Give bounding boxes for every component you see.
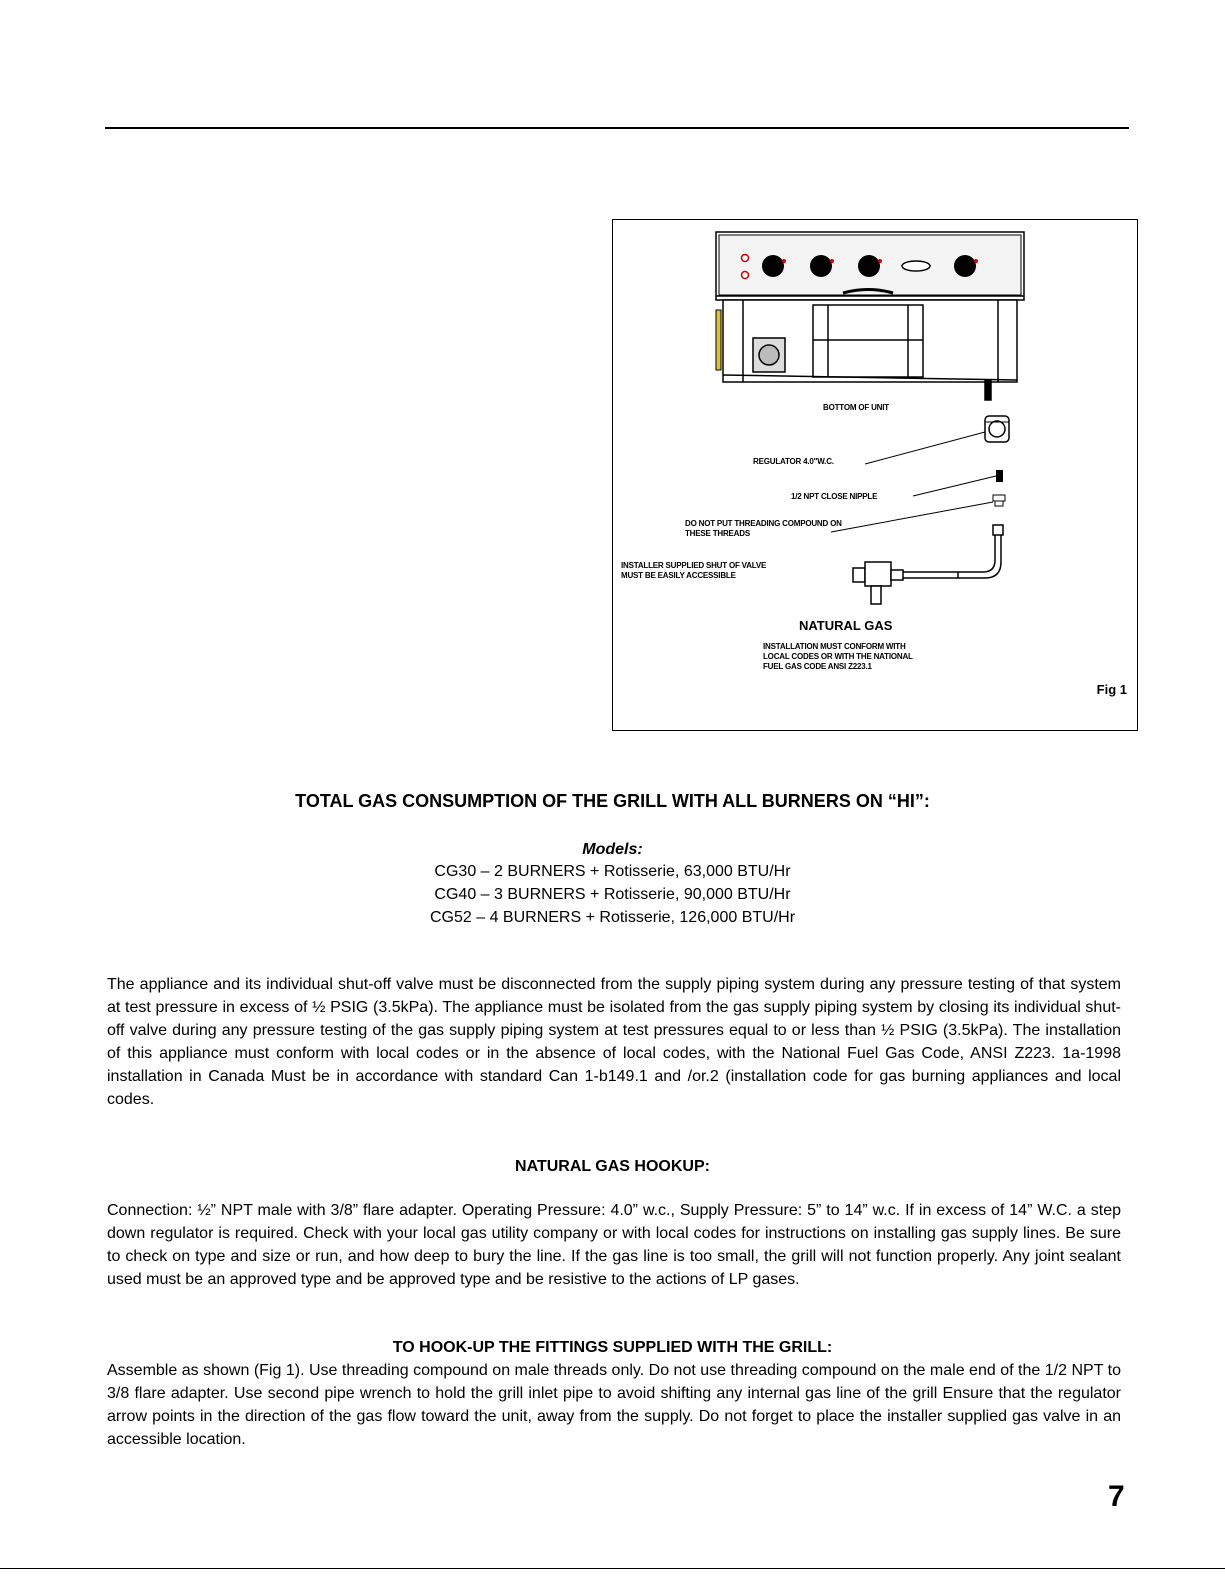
hookup-heading: NATURAL GAS HOOKUP: (515, 1158, 710, 1175)
consumption-heading: TOTAL GAS CONSUMPTION OF THE GRILL WITH ALL BURNERS ON “HI”: (295, 791, 930, 811)
figure-1 (612, 219, 1138, 731)
models-title: Models: (582, 841, 643, 858)
regulator-leader (865, 432, 985, 464)
label-natural-gas: NATURAL GAS (799, 618, 893, 633)
compound-leader (831, 502, 993, 532)
models-list (0, 860, 1225, 929)
model-line: CG40 – 3 BURNERS + Rotisserie, 90,000 BTU/Hr (434, 886, 791, 903)
figure-number: Fig 1 (1096, 682, 1127, 697)
label-nipple: 1/2 NPT CLOSE NIPPLE (791, 492, 878, 501)
model-line: CG30 – 2 BURNERS + Rotisserie, 63,000 BTU/Hr (434, 863, 791, 880)
fittings-paragraph: Assemble as shown (Fig 1). Use threading compound on male threads only. Do not use threading compound on the male end of the 1/2 NPT to 3/8 flare adapter. Use second pipe wrench to hold the grill inlet pipe to avoid shifting any internal gas line of the grill Ensure that the regulator arrow points in the direction of the gas flow toward the unit, away from the supply. Do not forget to place the installer supplied gas valve in an accessible location. (107, 1362, 1121, 1448)
label-shutoff-valve: INSTALLER SUPPLIED SHUT OF VALVE MUST BE EASILY ACCESSIBLE (621, 561, 767, 580)
label-regulator: REGULATOR 4.0"W.C. (753, 457, 834, 466)
label-conform: INSTALLATION MUST CONFORM WITH LOCAL CODES OR WITH THE NATIONAL FUEL GAS CODE ANSI Z223.1 (763, 642, 913, 671)
nipple-leader (913, 476, 996, 496)
regulator-part (985, 416, 1009, 442)
page-number: 7 (1108, 1480, 1125, 1513)
nipple-part (996, 470, 1003, 482)
fittings-heading: TO HOOK-UP THE FITTINGS SUPPLIED WITH THE GRILL: (392, 1339, 833, 1356)
footer-rule (0, 1568, 1225, 1569)
hookup-paragraph: Connection: ½” NPT male with 3/8” flare adapter. Operating Pressure: 4.0” w.c., Supply Pressure: 5” to 14” w.c. If in excess of 14” W.C. a step down regulator is required. Check with your local gas utility company or with local codes for instructions on installing gas supply lines. Be sure to check on type and size or run, and how deep to bury the line. If the gas line is too small, the grill will not function properly. Any joint sealant used must be an approved type and be approved type and be resistive to the actions of LP gases. (107, 1202, 1121, 1288)
pressure-testing-paragraph: The appliance and its individual shut-off valve must be disconnected from the supply piping system during any pressure testing of that system at test pressure in excess of ½ PSIG (3.5kPa). The appliance must be isolated from the gas supply piping system by closing its individual shut-off valve during any pressure testing of the gas supply piping system at test pressures equal to or less than ½ PSIG (3.5kPa). The installation of this appliance must conform with local codes or in the absence of local codes, with the National Fuel Gas Code, ANSI Z223. 1a-1998 installation in Canada Must be in accordance with standard Can 1-b149.1 and /or.2 (installation code for gas burning appliances and local codes. (107, 976, 1121, 1108)
label-no-compound: DO NOT PUT THREADING COMPOUND ON THESE THREADS (685, 519, 842, 538)
label-bottom-of-unit: BOTTOM OF UNIT (823, 403, 889, 412)
shutoff-valve-part (853, 562, 903, 604)
header-rule (105, 127, 1129, 129)
adapter-part (993, 495, 1005, 506)
model-line: CG52 – 4 BURNERS + Rotisserie, 126,000 BTU/Hr (429, 909, 796, 926)
gas-line-part (903, 525, 1003, 578)
